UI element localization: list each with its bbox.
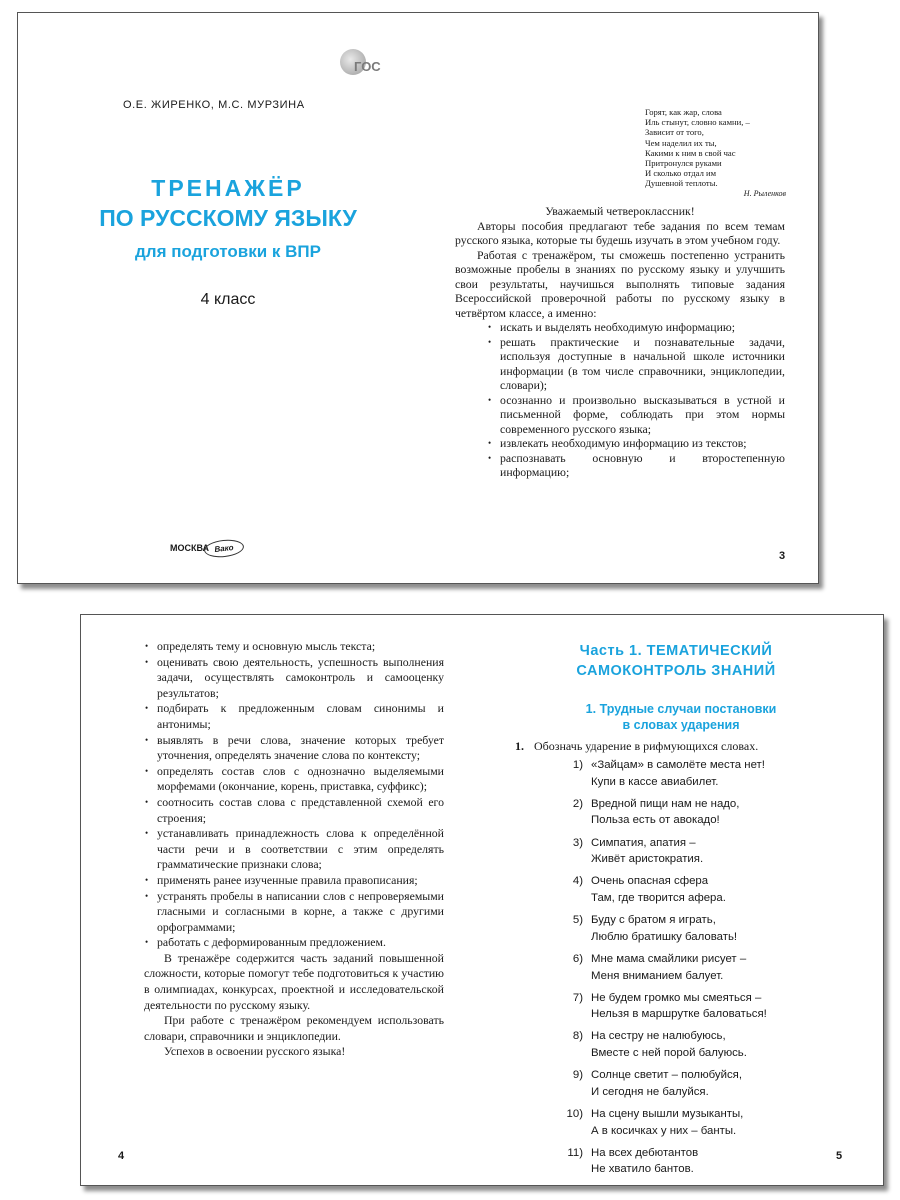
item-line: «Зайцам» в самолёте места нет! <box>591 759 765 771</box>
spread-pages-4-5 <box>80 614 884 1186</box>
epigraph-line: Чем наделил их ты, <box>645 137 717 148</box>
item-number: 8) <box>572 1030 583 1043</box>
list-item: • устранять пробелы в написании слов с непроверяемыми гласными и согласными в корне, а также с другими орфограммами; <box>157 889 444 936</box>
rhyme-item <box>561 990 821 1023</box>
part-title-line: Часть 1. ТЕМАТИЧЕСКИЙ <box>579 643 773 659</box>
intro-paragraph: Успехов в освоении русского языка! <box>164 1044 346 1059</box>
item-line: Нельзя в маршрутке баловаться! <box>591 1008 767 1021</box>
fgos-logo-text: ГОС <box>354 59 381 74</box>
list-item: • применять ранее изученные правила правописания; <box>157 873 444 889</box>
rhyme-item <box>561 873 821 906</box>
page-number: 4 <box>118 1150 125 1162</box>
list-item: • искать и выделять необходимую информацию; <box>500 320 785 335</box>
item-line: Вредной пищи нам не надо, <box>591 797 740 810</box>
list-item: • осознанно и произвольно высказываться в устной и письменной форме, соблюдать при этом нормы современного русского языка; <box>500 393 785 437</box>
item-line: Меня вниманием балует. <box>591 969 724 982</box>
epigraph-line: Иль стынут, словно камни, – <box>645 117 750 128</box>
list-item: • определять состав слов с однозначно выделяемыми морфемами (окончание, корень, приставка, суффикс); <box>157 764 444 795</box>
rhyme-item <box>561 1067 821 1100</box>
intro-paragraph: В тренажёре содержится часть заданий повышенной сложности, которые помогут тебе подготовиться к участию в олимпиадах, конкурсах, проектной и исследовательской деятельности по русскому языку. <box>144 950 444 1012</box>
intro-paragraph: Работая с тренажёром, ты сможешь постепенно устранить возможные пробелы в знаниях по русскому языку и улучшить свои результаты, научишься выполнять типовые задания Всероссийской проверочной работы по русскому языку в четвёртом классе, а именно: <box>455 247 785 320</box>
item-line: Симпатия, апатия – <box>591 836 696 849</box>
page-number: 3 <box>779 550 786 562</box>
rhyme-item <box>561 1145 821 1178</box>
item-line: На сцену вышли музыканты, <box>591 1108 744 1121</box>
list-item: • распознавать основную и второстепенную информацию; <box>500 451 785 480</box>
item-text <box>591 912 737 945</box>
rhyme-item <box>561 951 821 984</box>
list-item: • оценивать свою деятельность, успешность выполнения задачи, осуществлять самоконтроль и самооценку результатов; <box>157 655 444 702</box>
epigraph-author: Н. Рыленков <box>743 189 786 198</box>
list-item: • извлекать необходимую информацию из текстов; <box>500 436 785 451</box>
epigraph-line: Зависит от того, <box>645 127 704 138</box>
item-line: Там, где творится афера. <box>591 891 726 904</box>
epigraph-line: Душевной теплоты. <box>645 178 718 189</box>
item-number: 11) <box>567 1146 583 1159</box>
epigraph-line: Какими к ним в свой час <box>645 147 736 158</box>
publisher-logo: Вако <box>203 538 245 559</box>
publisher-city: МОСКВА <box>170 543 210 553</box>
item-text <box>591 990 767 1023</box>
task-heading <box>515 739 758 754</box>
epigraph-line: Горят, как жар, слова <box>645 107 722 117</box>
item-line: Не хватило бантов. <box>591 1163 694 1176</box>
item-line: А в косичках у них – банты. <box>591 1124 737 1137</box>
book-authors: О.Е. ЖИРЕНКО, М.С. МУРЗИНА <box>123 99 305 111</box>
book-grade: 4 класс <box>200 291 256 308</box>
item-number: 2) <box>572 797 583 810</box>
item-line: И сегодня не балуйся. <box>591 1085 709 1098</box>
spread-pages-2-3 <box>17 12 819 584</box>
item-number: 6) <box>572 952 583 965</box>
section-title-line: в словах ударения <box>622 718 740 732</box>
intro-continued <box>144 639 444 1060</box>
book-title-line2: ПО РУССКОМУ ЯЗЫКУ <box>99 205 357 231</box>
item-line: Люблю братишку баловать! <box>591 930 738 943</box>
item-line: Вместе с ней порой балуюсь. <box>591 1047 747 1060</box>
item-number: 1) <box>572 759 583 771</box>
item-text <box>591 757 765 790</box>
list-item: • выявлять в речи слова, значение которых требует уточнения, определять значение слова по контексту; <box>157 733 444 764</box>
page-number: 5 <box>836 1150 843 1162</box>
rhyme-item <box>561 912 821 945</box>
part-title-line: САМОКОНТРОЛЬ ЗНАНИЙ <box>576 663 776 679</box>
item-number: 4) <box>572 875 583 888</box>
item-number: 10) <box>566 1108 583 1121</box>
rhyme-item <box>561 757 821 790</box>
item-line: Буду с братом я играть, <box>591 914 716 927</box>
item-text <box>591 951 746 984</box>
rhyme-item <box>561 1106 821 1139</box>
greeting: Уважаемый четвероклассник! <box>545 204 695 218</box>
rhyme-item <box>561 796 821 829</box>
item-text <box>591 1028 747 1061</box>
epigraph-line: Притронулся руками <box>645 158 722 169</box>
item-line: Солнце светит – полюбуйся, <box>591 1069 742 1082</box>
list-item: • решать практические и познавательные задачи, используя доступные в начальной школе источники информации (в том числе справочники, энциклопедии, словари); <box>500 335 785 393</box>
item-text <box>591 1067 742 1100</box>
item-number: 9) <box>572 1069 583 1082</box>
item-number: 5) <box>572 914 583 927</box>
part-title <box>526 641 826 681</box>
item-number: 7) <box>572 991 583 1004</box>
item-line: Живёт аристократия. <box>591 853 704 866</box>
item-text <box>591 835 703 868</box>
rhyme-item <box>561 835 821 868</box>
list-item: • определять тему и основную мысль текста; <box>157 639 444 655</box>
list-item: • работать с деформированным предложением. <box>157 935 444 951</box>
intro-text <box>455 204 785 480</box>
skills-list <box>455 320 785 480</box>
epigraph-line: И сколько отдал им <box>645 168 717 179</box>
item-text <box>591 873 726 906</box>
book-title-line1: ТРЕНАЖЁР <box>151 175 305 201</box>
epigraph <box>645 107 750 189</box>
item-line: Очень опасная сфера <box>591 875 709 888</box>
item-number: 3) <box>572 836 583 849</box>
item-text <box>591 1145 698 1178</box>
rhyme-list <box>561 757 821 1184</box>
rhyme-item <box>561 1028 821 1061</box>
list-item: • подбирать к предложенным словам синонимы и антонимы; <box>157 701 444 732</box>
item-text <box>591 796 739 829</box>
skills-list <box>144 639 444 951</box>
item-line: На всех дебютантов <box>591 1146 699 1159</box>
task-number: 1. <box>515 739 524 753</box>
item-line: На сестру не налюбуюсь, <box>591 1030 726 1043</box>
task-text: Обозначь ударение в рифмующихся словах. <box>534 739 759 753</box>
section-title <box>576 701 786 733</box>
fgos-logo <box>340 49 390 81</box>
intro-paragraph: Авторы пособия предлагают тебе задания по всем темам русского языка, которые ты будешь изучать в этом учебном году. <box>455 218 785 247</box>
item-line: Польза есть от авокадо! <box>591 814 720 827</box>
section-title-line: 1. Трудные случаи постановки <box>585 702 777 716</box>
item-line: Купи в кассе авиабилет. <box>591 775 719 788</box>
intro-paragraph: При работе с тренажёром рекомендуем использовать словари, справочники и энциклопедии. <box>144 1013 444 1043</box>
book-subtitle: для подготовки к ВПР <box>135 242 321 261</box>
list-item: • устанавливать принадлежность слова к определённой части речи и в соответствии с этим определять грамматические признаки слова; <box>157 826 444 873</box>
item-text <box>591 1106 743 1139</box>
list-item: • соотносить состав слова с представленной схемой его строения; <box>157 795 444 826</box>
item-line: Мне мама смайлики рисует – <box>591 952 747 965</box>
item-line: Не будем громко мы смеяться – <box>591 991 762 1004</box>
